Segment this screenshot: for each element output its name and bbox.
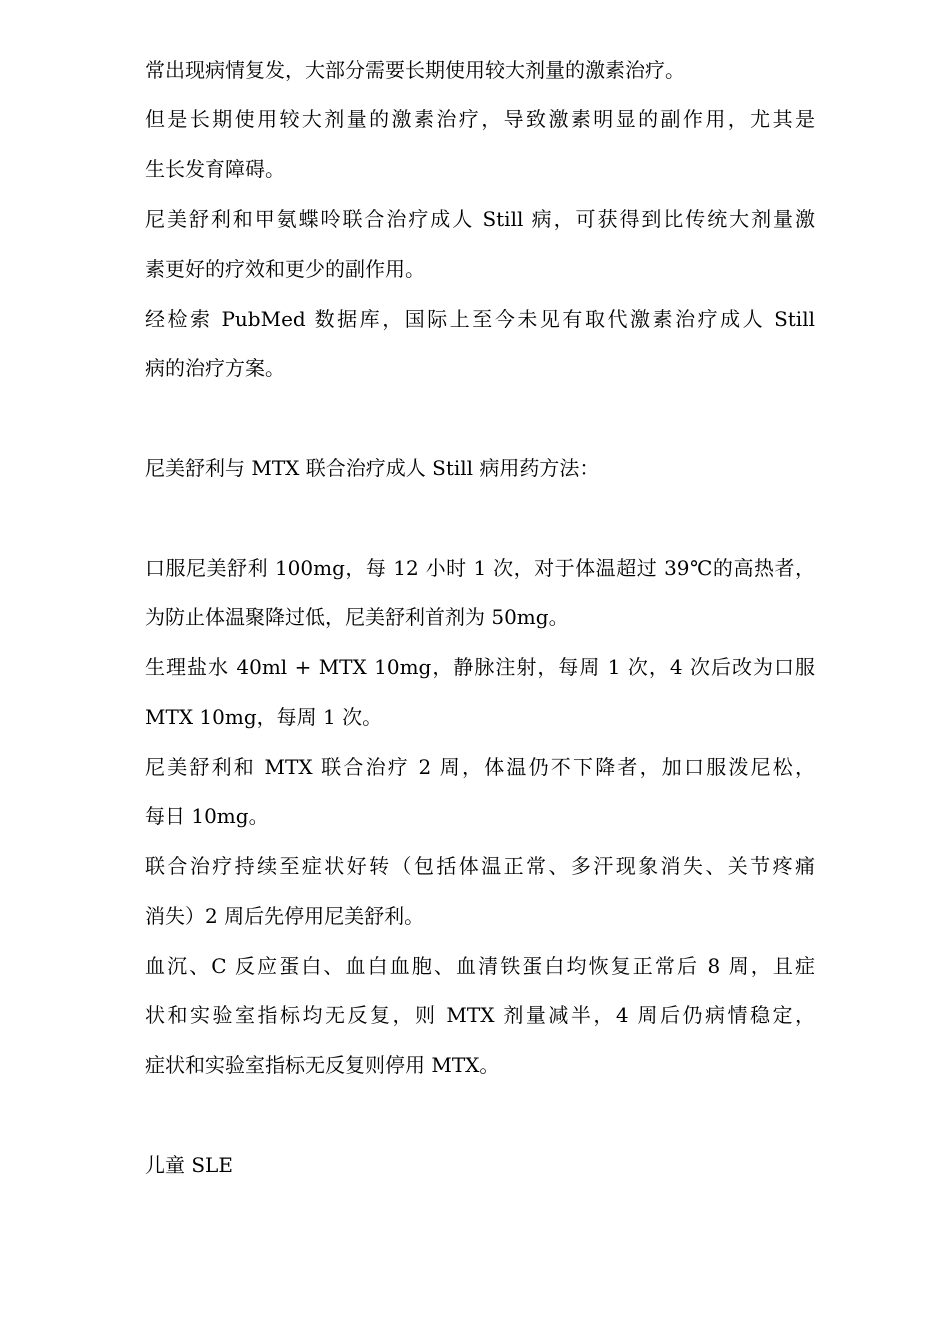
- text-line: 病的治疗方案。: [145, 356, 285, 380]
- text-line: 经检索 PubMed 数据库，国际上至今未见有取代激素治疗成人 Still: [145, 307, 815, 331]
- text-line: 联合治疗持续至症状好转（包括体温正常、多汗现象消失、关节疼痛: [145, 854, 815, 878]
- text-line: 消失）2 周后先停用尼美舒利。: [145, 904, 425, 928]
- text-line: 为防止体温聚降过低，尼美舒利首剂为 50mg。: [145, 605, 569, 629]
- text-line: 尼美舒利和甲氨蝶呤联合治疗成人 Still 病，可获得到比传统大剂量激: [145, 207, 815, 231]
- text-line: 状和实验室指标均无反复，则 MTX 剂量减半，4 周后仍病情稳定，: [145, 1003, 815, 1027]
- text-line: 每日 10mg。: [145, 804, 269, 828]
- text-line: 尼美舒利和 MTX 联合治疗 2 周，体温仍不下降者，加口服泼尼松，: [145, 755, 815, 779]
- text-line: 生长发育障碍。: [145, 157, 285, 181]
- section-heading: 儿童 SLE: [145, 1153, 233, 1177]
- text-line: 口服尼美舒利 100mg，每 12 小时 1 次，对于体温超过 39℃的高热者，: [145, 556, 815, 580]
- section-heading: 尼美舒利与 MTX 联合治疗成人 Still 病用药方法：: [145, 456, 600, 480]
- text-line: 生理盐水 40ml + MTX 10mg，静脉注射，每周 1 次，4 次后改为口服: [145, 655, 815, 679]
- text-line: 血沉、C 反应蛋白、血白血胞、血清铁蛋白均恢复正常后 8 周，且症: [145, 954, 815, 978]
- text-line: 素更好的疗效和更少的副作用。: [145, 257, 425, 281]
- text-line: MTX 10mg，每周 1 次。: [145, 705, 383, 729]
- text-line: 症状和实验室指标无反复则停用 MTX。: [145, 1053, 500, 1077]
- text-line: 但是长期使用较大剂量的激素治疗，导致激素明显的副作用，尤其是: [145, 107, 815, 131]
- text-line: 常出现病情复发，大部分需要长期使用较大剂量的激素治疗。: [145, 58, 685, 82]
